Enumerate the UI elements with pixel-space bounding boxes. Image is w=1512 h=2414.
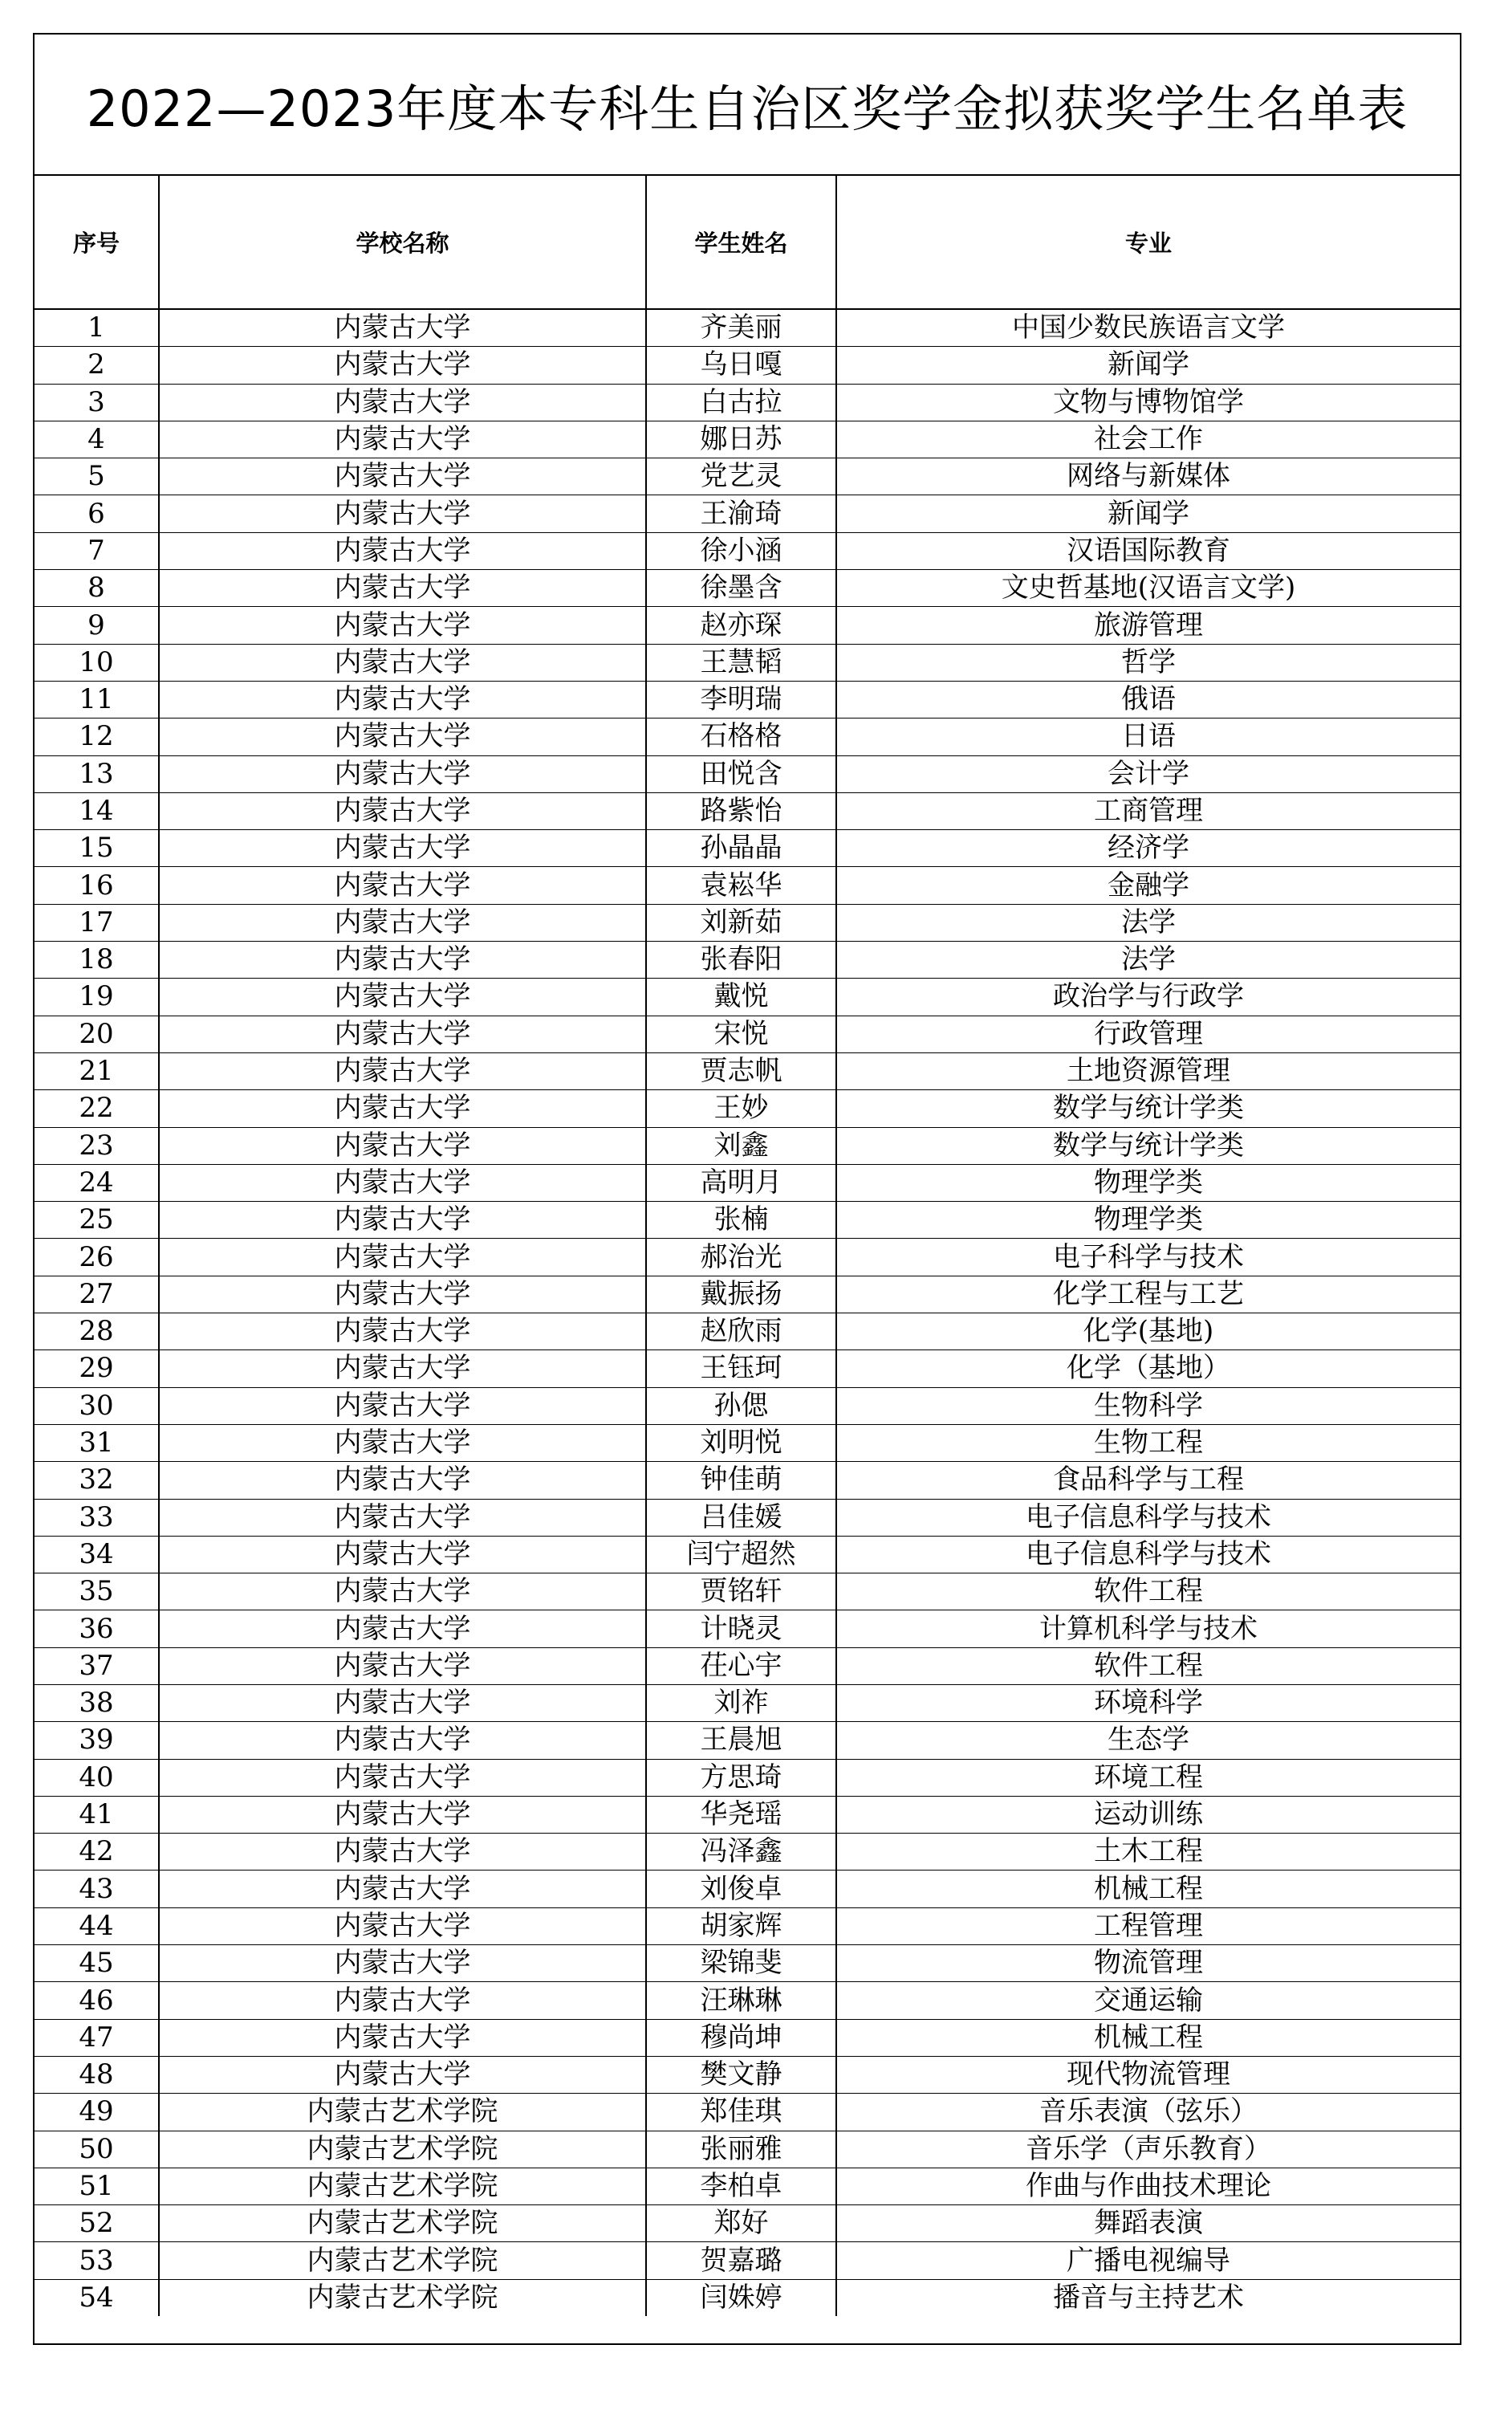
cell-major: 工商管理 <box>836 792 1460 829</box>
cell-index: 24 <box>35 1164 159 1201</box>
cell-major: 金融学 <box>836 867 1460 904</box>
cell-index: 50 <box>35 2131 159 2168</box>
cell-school: 内蒙古大学 <box>159 1684 646 1721</box>
cell-index: 15 <box>35 830 159 867</box>
cell-student-name: 石格格 <box>646 719 836 755</box>
table-body <box>35 309 1460 2316</box>
cell-major: 环境工程 <box>836 1759 1460 1796</box>
cell-index: 38 <box>35 1684 159 1721</box>
cell-school: 内蒙古大学 <box>159 1202 646 1239</box>
cell-major: 现代物流管理 <box>836 2056 1460 2093</box>
cell-index: 10 <box>35 644 159 681</box>
cell-major: 计算机科学与技术 <box>836 1610 1460 1647</box>
table-row <box>35 1202 1460 1239</box>
cell-major: 电子信息科学与技术 <box>836 1536 1460 1573</box>
cell-index: 28 <box>35 1313 159 1350</box>
cell-index: 7 <box>35 532 159 569</box>
cell-school: 内蒙古大学 <box>159 1834 646 1871</box>
table-row <box>35 1907 1460 1944</box>
cell-school: 内蒙古大学 <box>159 1462 646 1499</box>
table-row <box>35 1834 1460 1871</box>
table-row <box>35 2279 1460 2316</box>
cell-school: 内蒙古大学 <box>159 570 646 607</box>
cell-major: 物理学类 <box>836 1202 1460 1239</box>
cell-school: 内蒙古大学 <box>159 458 646 495</box>
cell-student-name: 戴振扬 <box>646 1276 836 1313</box>
cell-student-name: 穆尚坤 <box>646 2019 836 2056</box>
cell-index: 37 <box>35 1647 159 1684</box>
header-student-name: 学生姓名 <box>646 176 836 309</box>
cell-major: 社会工作 <box>836 421 1460 458</box>
cell-student-name: 李明瑞 <box>646 681 836 718</box>
cell-school: 内蒙古艺术学院 <box>159 2168 646 2204</box>
table-row <box>35 1016 1460 1052</box>
cell-index: 53 <box>35 2242 159 2279</box>
table-row <box>35 384 1460 421</box>
table-row <box>35 1536 1460 1573</box>
page-title: 2022—2023年度本专科生自治区奖学金拟获奖学生名单表 <box>35 35 1460 176</box>
table-row <box>35 2168 1460 2204</box>
cell-index: 39 <box>35 1722 159 1759</box>
cell-student-name: 刘俊卓 <box>646 1871 836 1907</box>
cell-school: 内蒙古大学 <box>159 1016 646 1052</box>
table-row <box>35 1239 1460 1276</box>
cell-index: 3 <box>35 384 159 421</box>
cell-student-name: 郑好 <box>646 2205 836 2242</box>
cell-student-name: 王渝琦 <box>646 495 836 532</box>
cell-major: 数学与统计学类 <box>836 1127 1460 1164</box>
cell-index: 36 <box>35 1610 159 1647</box>
cell-student-name: 计晓灵 <box>646 1610 836 1647</box>
cell-major: 化学工程与工艺 <box>836 1276 1460 1313</box>
cell-school: 内蒙古大学 <box>159 1313 646 1350</box>
table-row <box>35 644 1460 681</box>
table-row <box>35 458 1460 495</box>
table-row <box>35 2094 1460 2131</box>
cell-student-name: 钟佳萌 <box>646 1462 836 1499</box>
student-table <box>35 176 1460 2316</box>
cell-major: 网络与新媒体 <box>836 458 1460 495</box>
cell-student-name: 华尧瑶 <box>646 1796 836 1833</box>
award-list-sheet <box>33 33 1461 2345</box>
cell-student-name: 乌日嘎 <box>646 347 836 384</box>
cell-major: 数学与统计学类 <box>836 1090 1460 1127</box>
cell-school: 内蒙古大学 <box>159 792 646 829</box>
cell-index: 49 <box>35 2094 159 2131</box>
cell-student-name: 路紫怡 <box>646 792 836 829</box>
table-row <box>35 2242 1460 2279</box>
cell-school: 内蒙古大学 <box>159 347 646 384</box>
cell-student-name: 闫姝婷 <box>646 2279 836 2316</box>
cell-index: 30 <box>35 1387 159 1424</box>
cell-student-name: 赵欣雨 <box>646 1313 836 1350</box>
cell-index: 26 <box>35 1239 159 1276</box>
cell-school: 内蒙古大学 <box>159 1499 646 1536</box>
table-row <box>35 570 1460 607</box>
cell-index: 51 <box>35 2168 159 2204</box>
table-row <box>35 1610 1460 1647</box>
cell-school: 内蒙古大学 <box>159 1796 646 1833</box>
cell-index: 20 <box>35 1016 159 1052</box>
cell-school: 内蒙古大学 <box>159 421 646 458</box>
cell-major: 机械工程 <box>836 2019 1460 2056</box>
cell-school: 内蒙古大学 <box>159 1164 646 1201</box>
cell-student-name: 戴悦 <box>646 979 836 1016</box>
cell-student-name: 樊文静 <box>646 2056 836 2093</box>
table-header-row <box>35 176 1460 309</box>
cell-major: 交通运输 <box>836 1982 1460 2019</box>
table-row <box>35 867 1460 904</box>
cell-index: 35 <box>35 1573 159 1610</box>
cell-school: 内蒙古大学 <box>159 979 646 1016</box>
cell-student-name: 徐小涵 <box>646 532 836 569</box>
table-row <box>35 830 1460 867</box>
cell-school: 内蒙古大学 <box>159 755 646 792</box>
cell-index: 19 <box>35 979 159 1016</box>
cell-school: 内蒙古大学 <box>159 644 646 681</box>
cell-major: 食品科学与工程 <box>836 1462 1460 1499</box>
cell-major: 文物与博物馆学 <box>836 384 1460 421</box>
table-row <box>35 607 1460 644</box>
table-row <box>35 1350 1460 1387</box>
cell-index: 5 <box>35 458 159 495</box>
cell-student-name: 徐墨含 <box>646 570 836 607</box>
cell-major: 土地资源管理 <box>836 1052 1460 1089</box>
table-row <box>35 1276 1460 1313</box>
cell-student-name: 刘鑫 <box>646 1127 836 1164</box>
cell-index: 33 <box>35 1499 159 1536</box>
table-row <box>35 2205 1460 2242</box>
cell-student-name: 田悦含 <box>646 755 836 792</box>
table-row <box>35 1759 1460 1796</box>
cell-major: 电子信息科学与技术 <box>836 1499 1460 1536</box>
cell-major: 旅游管理 <box>836 607 1460 644</box>
cell-school: 内蒙古大学 <box>159 607 646 644</box>
cell-student-name: 宋悦 <box>646 1016 836 1052</box>
cell-major: 新闻学 <box>836 347 1460 384</box>
cell-school: 内蒙古大学 <box>159 1424 646 1461</box>
cell-index: 22 <box>35 1090 159 1127</box>
cell-major: 土木工程 <box>836 1834 1460 1871</box>
cell-school: 内蒙古大学 <box>159 1907 646 1944</box>
cell-index: 13 <box>35 755 159 792</box>
cell-student-name: 齐美丽 <box>646 309 836 347</box>
cell-student-name: 王钰珂 <box>646 1350 836 1387</box>
table-row <box>35 347 1460 384</box>
cell-student-name: 白古拉 <box>646 384 836 421</box>
cell-index: 54 <box>35 2279 159 2316</box>
cell-student-name: 王晨旭 <box>646 1722 836 1759</box>
cell-index: 27 <box>35 1276 159 1313</box>
table-row <box>35 792 1460 829</box>
cell-school: 内蒙古大学 <box>159 830 646 867</box>
table-row <box>35 2019 1460 2056</box>
cell-major: 文史哲基地(汉语言文学) <box>836 570 1460 607</box>
cell-index: 31 <box>35 1424 159 1461</box>
table-row <box>35 1982 1460 2019</box>
cell-student-name: 党艺灵 <box>646 458 836 495</box>
cell-major: 法学 <box>836 942 1460 979</box>
cell-school: 内蒙古大学 <box>159 309 646 347</box>
cell-student-name: 王妙 <box>646 1090 836 1127</box>
cell-school: 内蒙古大学 <box>159 1871 646 1907</box>
cell-index: 45 <box>35 1945 159 1982</box>
cell-index: 9 <box>35 607 159 644</box>
table-row <box>35 979 1460 1016</box>
cell-index: 4 <box>35 421 159 458</box>
cell-index: 16 <box>35 867 159 904</box>
table-row <box>35 755 1460 792</box>
cell-student-name: 刘祚 <box>646 1684 836 1721</box>
cell-student-name: 闫宁超然 <box>646 1536 836 1573</box>
cell-school: 内蒙古大学 <box>159 1239 646 1276</box>
cell-major: 化学(基地) <box>836 1313 1460 1350</box>
cell-school: 内蒙古大学 <box>159 1573 646 1610</box>
cell-student-name: 张丽雅 <box>646 2131 836 2168</box>
cell-index: 46 <box>35 1982 159 2019</box>
cell-school: 内蒙古大学 <box>159 1610 646 1647</box>
cell-major: 化学（基地） <box>836 1350 1460 1387</box>
cell-major: 生物工程 <box>836 1424 1460 1461</box>
table-row <box>35 1573 1460 1610</box>
cell-index: 1 <box>35 309 159 347</box>
cell-index: 40 <box>35 1759 159 1796</box>
cell-school: 内蒙古大学 <box>159 384 646 421</box>
cell-index: 29 <box>35 1350 159 1387</box>
cell-major: 舞蹈表演 <box>836 2205 1460 2242</box>
cell-major: 音乐学（声乐教育） <box>836 2131 1460 2168</box>
cell-student-name: 贾铭轩 <box>646 1573 836 1610</box>
cell-major: 政治学与行政学 <box>836 979 1460 1016</box>
cell-major: 新闻学 <box>836 495 1460 532</box>
table-row <box>35 1796 1460 1833</box>
cell-student-name: 张春阳 <box>646 942 836 979</box>
cell-index: 21 <box>35 1052 159 1089</box>
cell-index: 48 <box>35 2056 159 2093</box>
cell-major: 会计学 <box>836 755 1460 792</box>
table-row <box>35 1722 1460 1759</box>
cell-index: 8 <box>35 570 159 607</box>
cell-index: 17 <box>35 904 159 941</box>
cell-major: 物理学类 <box>836 1164 1460 1201</box>
cell-major: 法学 <box>836 904 1460 941</box>
cell-student-name: 刘明悦 <box>646 1424 836 1461</box>
cell-student-name: 娜日苏 <box>646 421 836 458</box>
cell-student-name: 孙偲 <box>646 1387 836 1424</box>
cell-major: 作曲与作曲技术理论 <box>836 2168 1460 2204</box>
cell-student-name: 张楠 <box>646 1202 836 1239</box>
cell-student-name: 郑佳琪 <box>646 2094 836 2131</box>
cell-school: 内蒙古大学 <box>159 1127 646 1164</box>
cell-school: 内蒙古大学 <box>159 1350 646 1387</box>
table-row <box>35 1164 1460 1201</box>
table-row <box>35 1871 1460 1907</box>
table-row <box>35 1424 1460 1461</box>
table-row <box>35 1127 1460 1164</box>
cell-school: 内蒙古大学 <box>159 1536 646 1573</box>
cell-index: 43 <box>35 1871 159 1907</box>
cell-index: 42 <box>35 1834 159 1871</box>
cell-student-name: 吕佳媛 <box>646 1499 836 1536</box>
cell-school: 内蒙古大学 <box>159 2056 646 2093</box>
cell-major: 环境科学 <box>836 1684 1460 1721</box>
cell-major: 经济学 <box>836 830 1460 867</box>
cell-major: 行政管理 <box>836 1016 1460 1052</box>
cell-student-name: 高明月 <box>646 1164 836 1201</box>
cell-index: 12 <box>35 719 159 755</box>
cell-school: 内蒙古大学 <box>159 681 646 718</box>
cell-student-name: 王慧韬 <box>646 644 836 681</box>
table-row <box>35 681 1460 718</box>
cell-school: 内蒙古大学 <box>159 1722 646 1759</box>
cell-major: 运动训练 <box>836 1796 1460 1833</box>
cell-student-name: 冯泽鑫 <box>646 1834 836 1871</box>
cell-major: 中国少数民族语言文学 <box>836 309 1460 347</box>
header-major: 专业 <box>836 176 1460 309</box>
cell-index: 23 <box>35 1127 159 1164</box>
cell-student-name: 茌心宇 <box>646 1647 836 1684</box>
cell-major: 广播电视编导 <box>836 2242 1460 2279</box>
cell-index: 14 <box>35 792 159 829</box>
header-index: 序号 <box>35 176 159 309</box>
cell-student-name: 赵亦琛 <box>646 607 836 644</box>
cell-school: 内蒙古艺术学院 <box>159 2131 646 2168</box>
cell-major: 日语 <box>836 719 1460 755</box>
cell-school: 内蒙古大学 <box>159 867 646 904</box>
cell-school: 内蒙古艺术学院 <box>159 2094 646 2131</box>
table-row <box>35 2056 1460 2093</box>
table-row <box>35 1052 1460 1089</box>
cell-major: 生态学 <box>836 1722 1460 1759</box>
cell-student-name: 刘新茹 <box>646 904 836 941</box>
table-row <box>35 532 1460 569</box>
cell-index: 52 <box>35 2205 159 2242</box>
cell-student-name: 贾志帆 <box>646 1052 836 1089</box>
header-school: 学校名称 <box>159 176 646 309</box>
cell-school: 内蒙古艺术学院 <box>159 2242 646 2279</box>
table-row <box>35 1684 1460 1721</box>
cell-major: 软件工程 <box>836 1573 1460 1610</box>
cell-school: 内蒙古大学 <box>159 904 646 941</box>
cell-school: 内蒙古大学 <box>159 1276 646 1313</box>
cell-index: 41 <box>35 1796 159 1833</box>
cell-major: 机械工程 <box>836 1871 1460 1907</box>
cell-index: 44 <box>35 1907 159 1944</box>
table-row <box>35 1313 1460 1350</box>
cell-school: 内蒙古大学 <box>159 1052 646 1089</box>
cell-index: 11 <box>35 681 159 718</box>
cell-student-name: 汪琳琳 <box>646 1982 836 2019</box>
cell-index: 25 <box>35 1202 159 1239</box>
cell-school: 内蒙古大学 <box>159 1090 646 1127</box>
cell-student-name: 梁锦斐 <box>646 1945 836 1982</box>
cell-school: 内蒙古大学 <box>159 719 646 755</box>
table-row <box>35 1462 1460 1499</box>
cell-index: 32 <box>35 1462 159 1499</box>
cell-school: 内蒙古大学 <box>159 942 646 979</box>
cell-major: 物流管理 <box>836 1945 1460 1982</box>
table-row <box>35 1090 1460 1127</box>
cell-student-name: 袁崧华 <box>646 867 836 904</box>
cell-school: 内蒙古艺术学院 <box>159 2205 646 2242</box>
cell-major: 播音与主持艺术 <box>1053 2281 1244 2314</box>
cell-student-name: 郝治光 <box>646 1239 836 1276</box>
cell-school: 内蒙古大学 <box>159 495 646 532</box>
table-row <box>35 1387 1460 1424</box>
cell-school: 内蒙古大学 <box>159 1982 646 2019</box>
cell-school: 内蒙古大学 <box>159 2019 646 2056</box>
cell-student-name: 方思琦 <box>646 1759 836 1796</box>
cell-student-name: 贺嘉璐 <box>646 2242 836 2279</box>
cell-index: 47 <box>35 2019 159 2056</box>
table-row <box>35 1647 1460 1684</box>
cell-index: 2 <box>35 347 159 384</box>
cell-index: 6 <box>35 495 159 532</box>
cell-school: 内蒙古大学 <box>159 1945 646 1982</box>
cell-school: 内蒙古艺术学院 <box>159 2279 646 2316</box>
table-row <box>35 942 1460 979</box>
cell-major: 工程管理 <box>836 1907 1460 1944</box>
cell-major: 生物科学 <box>836 1387 1460 1424</box>
cell-school: 内蒙古大学 <box>159 532 646 569</box>
cell-major: 软件工程 <box>836 1647 1460 1684</box>
cell-major: 哲学 <box>836 644 1460 681</box>
cell-school: 内蒙古大学 <box>159 1759 646 1796</box>
cell-student-name: 胡家辉 <box>646 1907 836 1944</box>
cell-index: 34 <box>35 1536 159 1573</box>
table-row <box>35 495 1460 532</box>
cell-student-name: 孙晶晶 <box>646 830 836 867</box>
table-row <box>35 309 1460 347</box>
cell-student-name: 李柏卓 <box>646 2168 836 2204</box>
cell-major: 音乐表演（弦乐） <box>836 2094 1460 2131</box>
cell-index: 18 <box>35 942 159 979</box>
cell-major: 汉语国际教育 <box>836 532 1460 569</box>
cell-major: 电子科学与技术 <box>836 1239 1460 1276</box>
table-row <box>35 1945 1460 1982</box>
cell-school: 内蒙古大学 <box>159 1647 646 1684</box>
cell-school: 内蒙古大学 <box>159 1387 646 1424</box>
cell-major: 俄语 <box>836 681 1460 718</box>
table-row <box>35 2131 1460 2168</box>
table-row <box>35 904 1460 941</box>
table-row <box>35 421 1460 458</box>
table-row <box>35 719 1460 755</box>
table-row <box>35 1499 1460 1536</box>
